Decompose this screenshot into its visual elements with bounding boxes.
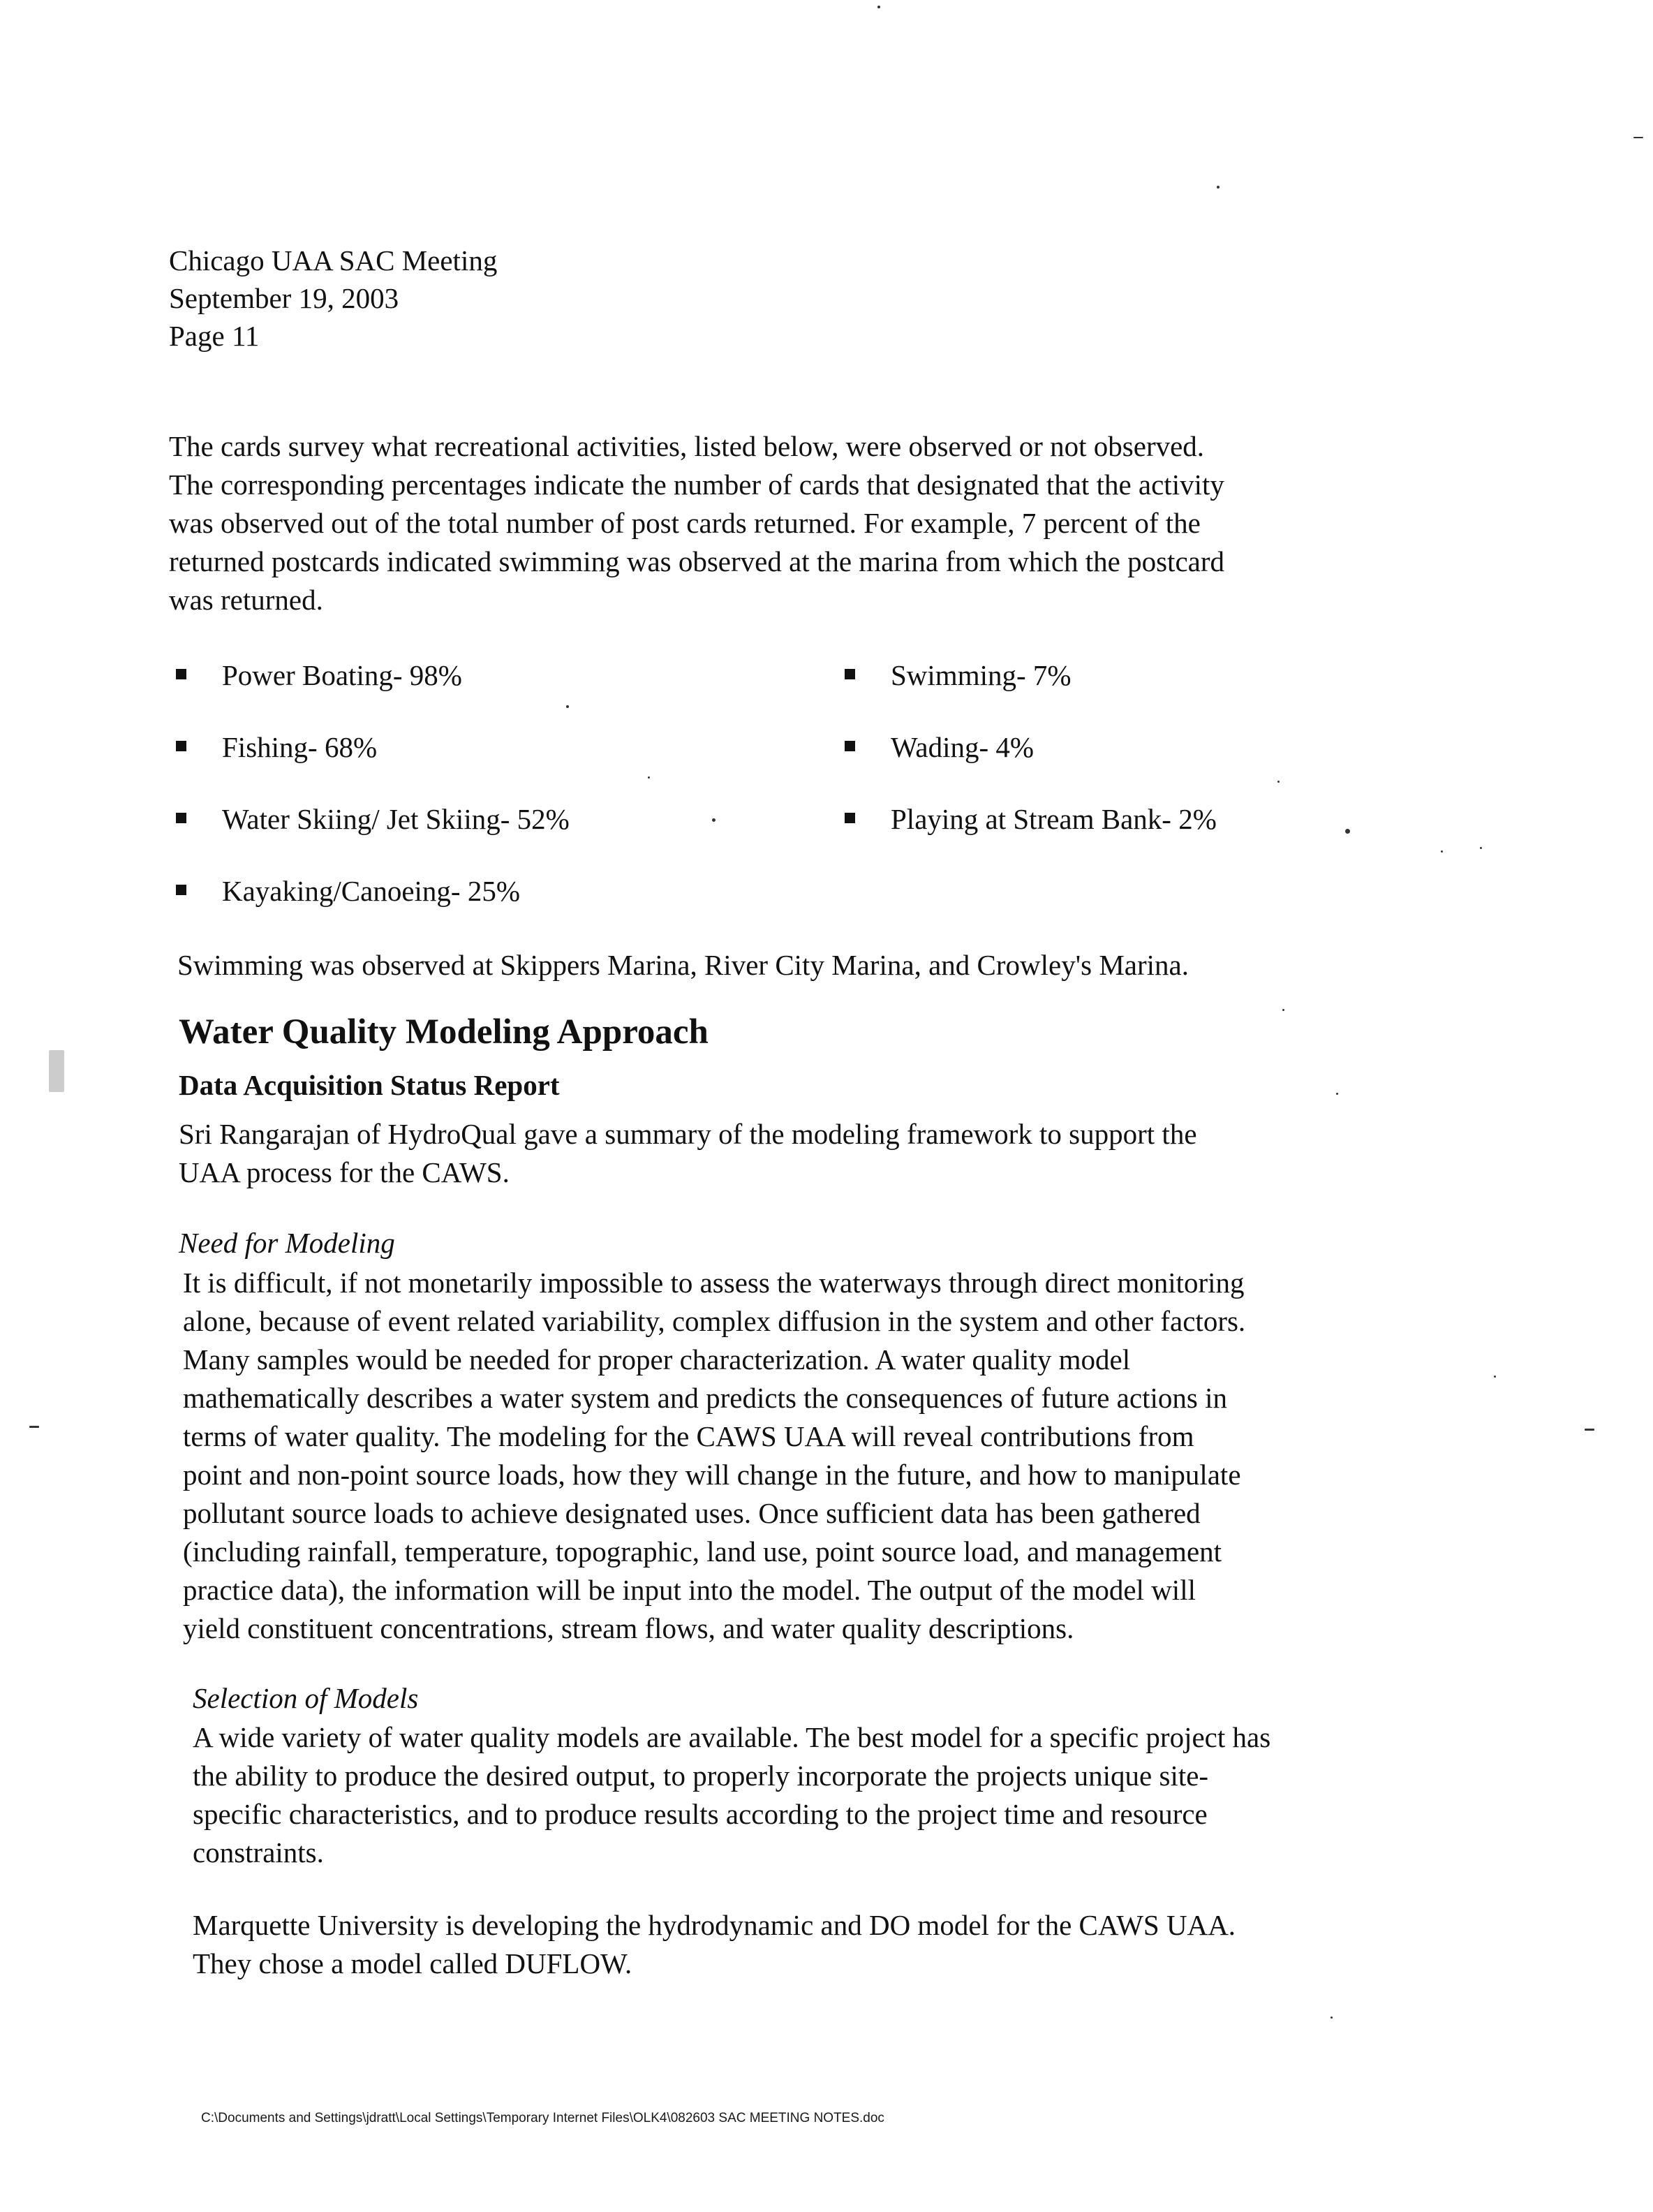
bullet-square-icon (176, 741, 186, 751)
scan-speck (1585, 1429, 1594, 1431)
activity-label: Wading- 4% (891, 731, 1035, 763)
page-header (169, 242, 497, 355)
scan-speck (712, 818, 716, 822)
list-item (222, 656, 462, 695)
section-subtitle: Data Acquisition Status Report (179, 1069, 560, 1101)
scan-speck (1330, 2016, 1333, 2019)
header-page-number: Page 11 (169, 320, 260, 352)
intro-paragraph: The cards survey what recreational activities, listed below, were observed or not observed. The corresponding percentages indicate the number of cards that designated that the activity was observed out of the total number of post cards returned. For example, 7 percent of the returned postcards indicated swimming was observed at the marina from which the postcard was returned. (169, 430, 1224, 616)
scan-speck (1217, 186, 1220, 189)
file-path-footer: C:\Documents and Settings\jdratt\Local Settings\Temporary Internet Files\OLK4\082603 SAC MEETING NOTES.doc (201, 2111, 884, 2125)
scan-speck (877, 6, 880, 8)
scan-speck (1282, 1009, 1284, 1011)
list-item (222, 800, 570, 839)
section-summary: Sri Rangarajan of HydroQual gave a summary of the modeling framework to support the UAA process for the CAWS. (179, 1118, 1197, 1188)
scan-speck (1480, 847, 1482, 849)
selection-of-models-text: A wide variety of water quality models are available. The best model for a specific project has the ability to produce the desired output, to properly incorporate the projects unique site- specific characteristics, and to produce results according to the project time and resource constraints. (193, 1721, 1271, 1868)
header-meeting-title: Chicago UAA SAC Meeting (169, 244, 498, 276)
activity-label: Water Skiing/ Jet Skiing- 52% (222, 803, 570, 835)
scan-speck (566, 705, 569, 708)
activity-label: Playing at Stream Bank- 2% (891, 803, 1217, 835)
list-item (891, 800, 1217, 839)
bullet-square-icon (176, 669, 186, 679)
activity-label: Swimming- 7% (891, 659, 1072, 691)
need-for-modeling-heading: Need for Modeling (179, 1227, 395, 1259)
scan-speck (1345, 829, 1350, 834)
bullet-square-icon (845, 669, 855, 679)
scan-speck (1494, 1376, 1496, 1378)
scan-speck (49, 1050, 64, 1092)
bullet-square-icon (176, 885, 186, 895)
scan-speck (1277, 781, 1280, 783)
activity-label: Kayaking/Canoeing- 25% (222, 875, 520, 907)
activity-label: Fishing- 68% (222, 731, 378, 763)
list-item (222, 728, 377, 767)
list-item (891, 656, 1072, 695)
scan-speck (1336, 1093, 1338, 1095)
swimming-note: Swimming was observed at Skippers Marina, River City Marina, and Crowley's Marina. (177, 949, 1189, 981)
list-item (891, 728, 1034, 767)
scan-speck (29, 1426, 39, 1428)
scan-speck (648, 776, 650, 779)
need-for-modeling-text: It is difficult, if not monetarily impossible to assess the waterways through direct monitoring alone, because of event related variability, complex diffusion in the system and other factors. Many samples would be needed for proper characterization. A water quality model mathematically describes a water system and predicts the consequences of future actions in terms of water quality. The modeling for the CAWS UAA will reveal contributions from point and non-point source loads, how they will change in the future, and how to manipulate pollutant source loads to achieve designated uses. Once sufficient data has been gathered (including rainfall, temperature, topographic, land use, point source load, and management practice data), the information will be input into the model. The output of the model will yield constituent concentrations, stream flows, and water quality descriptions. (183, 1267, 1246, 1644)
scan-speck (1441, 850, 1443, 853)
bullet-square-icon (176, 813, 186, 823)
activity-label: Power Boating- 98% (222, 659, 462, 691)
selection-of-models-heading: Selection of Models (193, 1682, 419, 1714)
list-item (222, 872, 520, 910)
scan-speck (1633, 137, 1643, 138)
marquette-paragraph: Marquette University is developing the hydrodynamic and DO model for the CAWS UAA. They chose a model called DUFLOW. (193, 1909, 1236, 1979)
bullet-square-icon (845, 741, 855, 751)
header-date: September 19, 2003 (169, 282, 399, 314)
section-title: Water Quality Modeling Approach (179, 1012, 709, 1052)
bullet-square-icon (845, 813, 855, 823)
